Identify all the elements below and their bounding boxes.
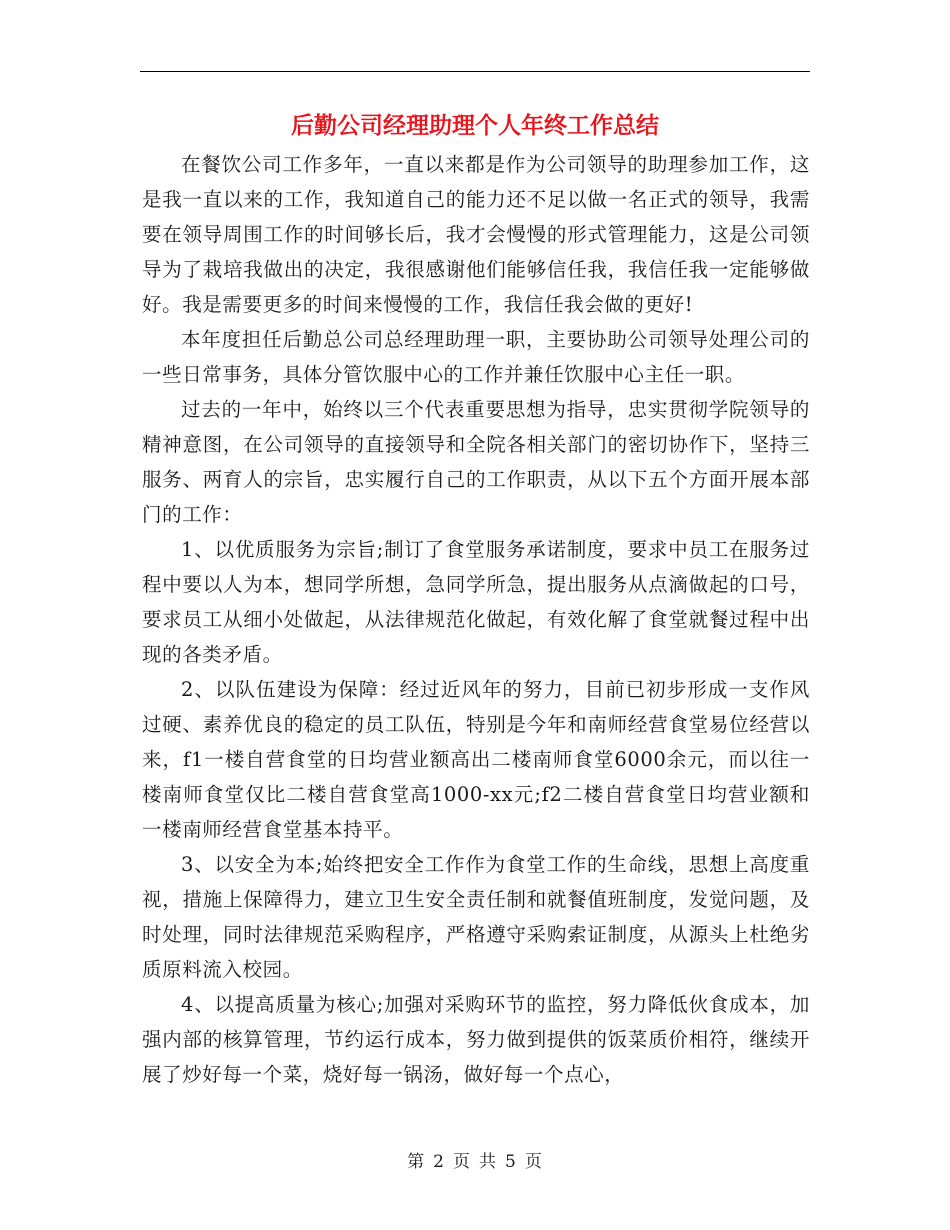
footer-label-total: 共 (479, 1152, 497, 1172)
footer-label-page: 第 (407, 1152, 426, 1172)
footer-total-pages: 5 (505, 1152, 517, 1172)
paragraph-3: 过去的一年中，始终以三个代表重要思想为指导，忠实贯彻学院领导的精神意图，在公司领导的直接领导和全院各相关部门的密切协作下，坚持三服务、两育人的宗旨，忠实履行自己的工作职责，从以下五个方面开展本部门的工作： (142, 398, 810, 526)
footer-label-ye: 页 (453, 1152, 471, 1172)
paragraph-7: 4、以提高质量为核心;加强对采购环节的监控，努力降低伙食成本，加强内部的核算管理，节约运行成本，努力做到提供的饭菜质价相符，继续开展了炒好每一个菜，烧好每一锅汤，做好每一个点心， (142, 993, 810, 1086)
paragraph-2: 本年度担任后勤总公司总经理助理一职，主要协助公司领导处理公司的一些日常事务，具体分管饮服中心的工作并兼任饮服中心主任一职。 (142, 328, 810, 386)
header-rule (140, 71, 810, 72)
footer-current-page: 2 (433, 1152, 445, 1172)
document-title: 后勤公司经理助理个人年终工作总结 (291, 112, 659, 139)
paragraph-5: 2、以队伍建设为保障：经过近风年的努力，目前已初步形成一支作风过硬、素养优良的稳定的员工队伍，特别是今年和南师经营食堂易位经营以来，f1一楼自营食堂的日均营业额高出二楼南师食堂6000余元，而以往一楼南师食堂仅比二楼自营食堂高1000-xx元;f2二楼自营食堂日均营业额和一楼南师经营食堂基本持平。 (142, 678, 810, 841)
paragraph-4: 1、以优质服务为宗旨;制订了食堂服务承诺制度，要求中员工在服务过程中要以人为本，想同学所想，急同学所急，提出服务从点滴做起的口号，要求员工从细小处做起，从法律规范化做起，有效化解了食堂就餐过程中出现的各类矛盾。 (142, 538, 810, 666)
page-footer (0, 1150, 950, 1174)
document-body (142, 147, 810, 1092)
footer-label-ye2: 页 (524, 1152, 543, 1172)
paragraph-6: 3、以安全为本;始终把安全工作作为食堂工作的生命线，思想上高度重视，措施上保障得力，建立卫生安全责任制和就餐值班制度，发觉问题，及时处理，同时法律规范采购程序，严格遵守采购索证制度，从源头上杜绝劣质原料流入校园。 (142, 853, 810, 981)
paragraph-1: 在餐饮公司工作多年，一直以来都是作为公司领导的助理参加工作，这是我一直以来的工作，我知道自己的能力还不足以做一名正式的领导，我需要在领导周围工作的时间够长后，我才会慢慢的形式管理能力，这是公司领导为了栽培我做出的决定，我很感谢他们能够信任我，我信任我一定能够做好。我是需要更多的时间来慢慢的工作，我信任我会做的更好! (142, 153, 810, 316)
